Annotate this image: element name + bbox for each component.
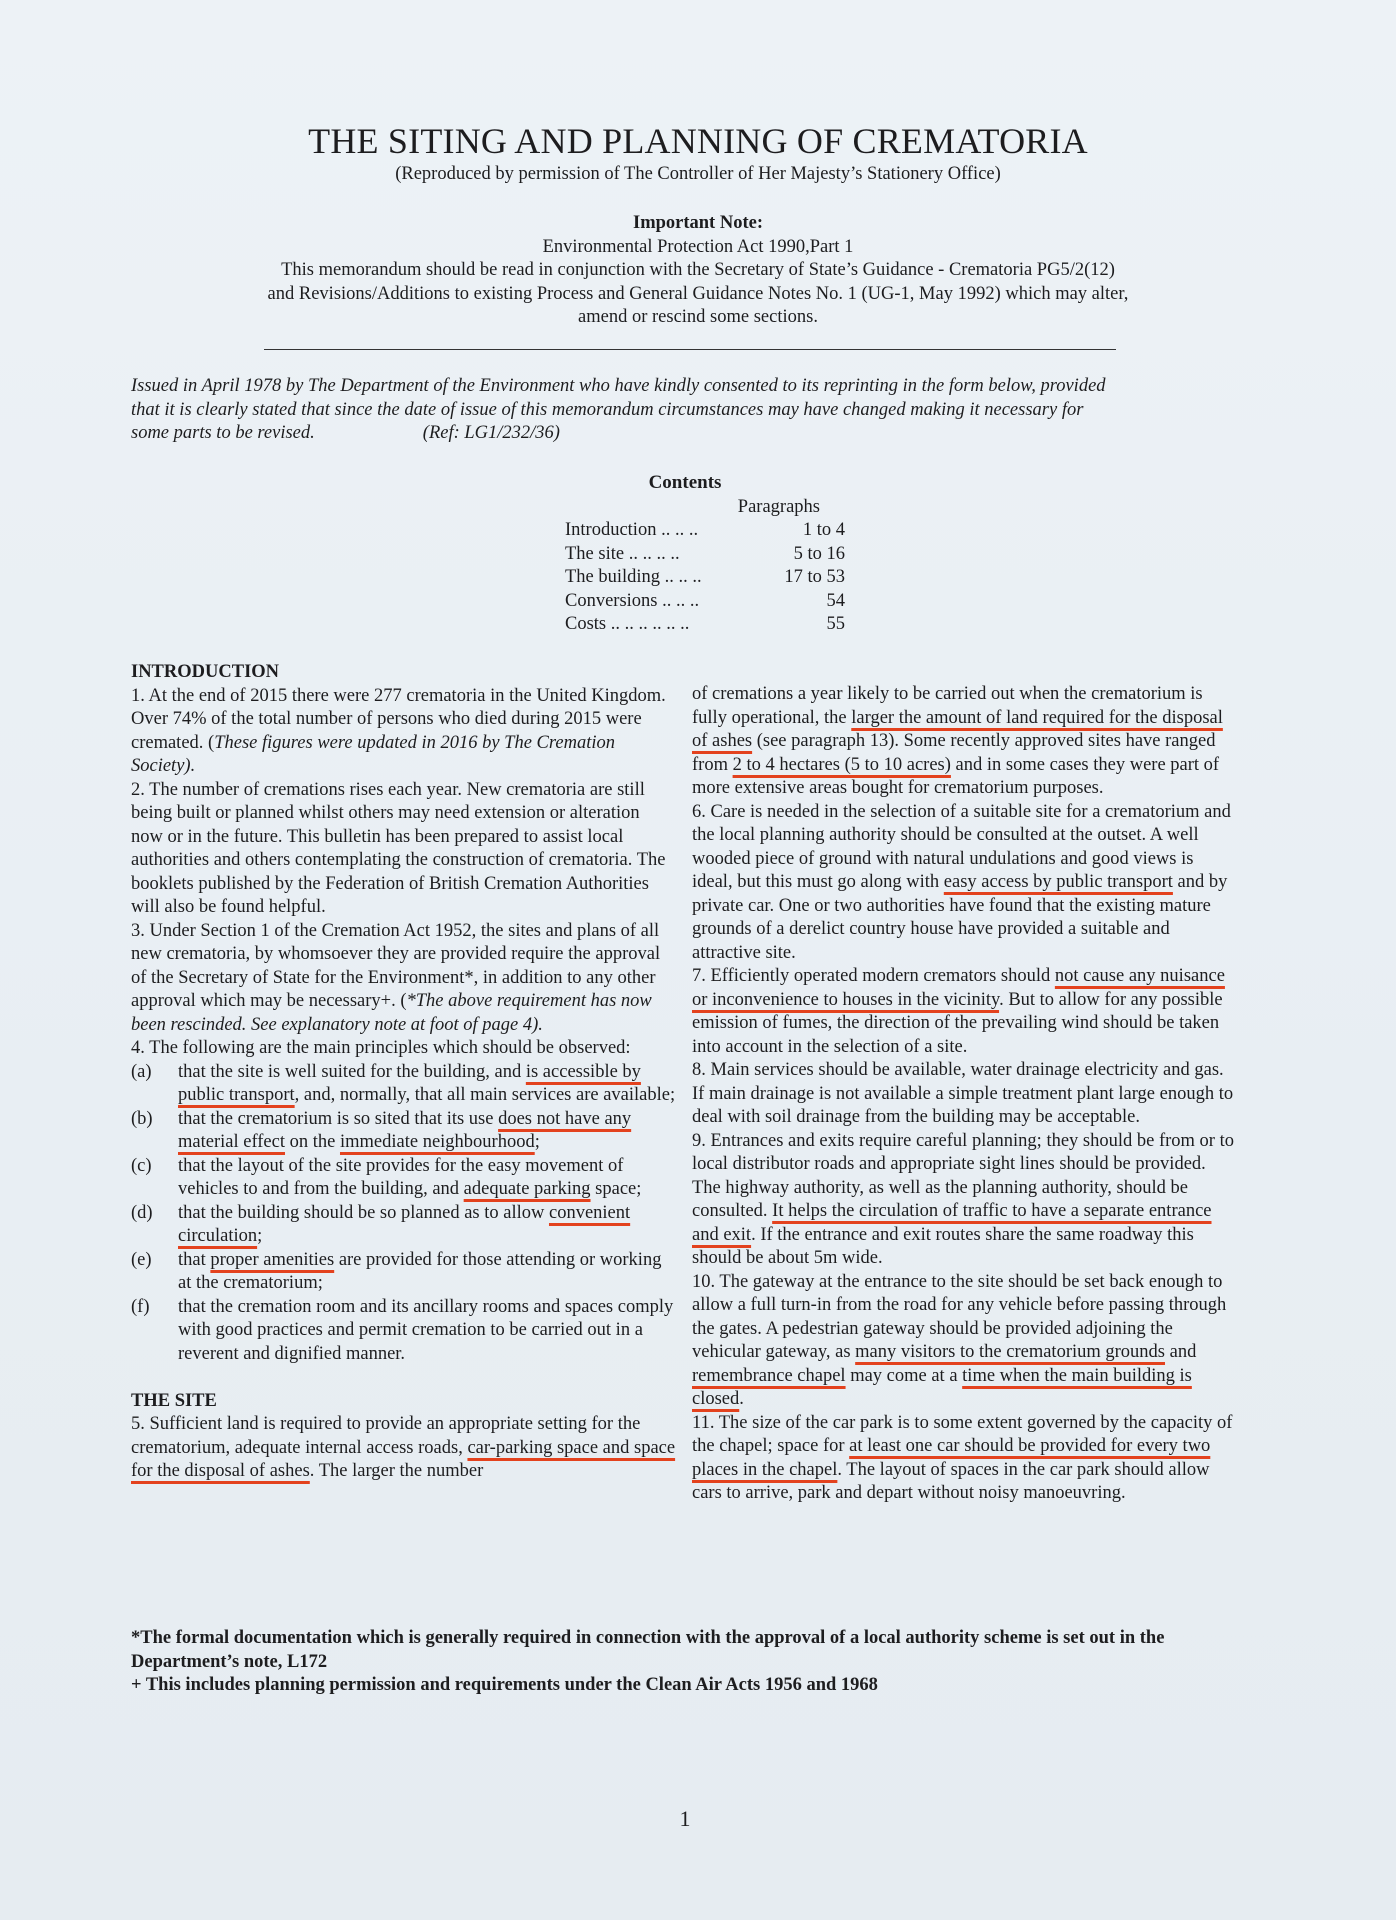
issued-line xyxy=(131,422,1261,446)
contents-value: 55 xyxy=(826,614,845,634)
underline-annotation: adequate parking xyxy=(463,1179,591,1199)
contents-label: Costs .. .. .. .. .. .. xyxy=(565,614,690,634)
contents-label: Introduction .. .. .. xyxy=(565,520,699,540)
important-note-heading: Important Note: xyxy=(633,213,763,233)
paragraph-8: 8. Main services should be available, water drainage electricity and gas. If main drainage is not available a simple treatment plant large enough to deal with soil drainage from the building may be acceptable. xyxy=(692,1060,1234,1127)
contents-value: 1 to 4 xyxy=(802,520,845,540)
underline-annotation: 2 to 4 hectares (5 to 10 acres) xyxy=(732,754,951,775)
contents-label: Conversions .. .. .. xyxy=(565,590,700,611)
underline-annotation: easy access by public transport xyxy=(943,872,1173,892)
list-label: (b) xyxy=(131,1108,153,1129)
issued-statement xyxy=(131,375,1261,446)
underline-annotation: remembrance chapel xyxy=(692,1365,846,1386)
contents-row xyxy=(565,519,845,543)
principle-e: (e) that proper amenities are provided for those attending or working at the crematorium; xyxy=(131,1249,676,1296)
paragraph-5-continued: of cremations a year likely to be carried out when the crematorium is fully operational, the larger the amount of land required for the disposal of ashes (see paragraph 13). Some recently approved sites have ranged from 2 to 4 hectares (5 to 10 acres) and in some cases they were part of more extensive areas bought for crematorium purposes. xyxy=(692,684,1223,798)
underline-annotation: does not have any material effect xyxy=(178,1108,632,1152)
underline-annotation: larger the amount of land required for the disposal of ashes xyxy=(692,707,1223,751)
contents-table xyxy=(565,496,845,637)
paragraph-1: 1. At the end of 2015 there were 277 crematoria in the United Kingdom. Over 74% of the total number of persons who died during 2015 were cremated. (These figures were updated in 2016 by The Cremation Society). xyxy=(131,685,666,776)
list-label: (e) xyxy=(131,1249,152,1270)
important-note xyxy=(150,212,1246,330)
list-label: (f) xyxy=(131,1296,150,1317)
paragraph-5: 5. Sufficient land is required to provide an appropriate setting for the crematorium, adequate internal access roads, car-parking space and space for the disposal of ashes. The larger the number xyxy=(131,1414,676,1481)
contents-column-header: Paragraphs xyxy=(737,497,820,517)
principle-b: (b) that the crematorium is so sited that its use does not have any material effect on the immediate neighbourhood; xyxy=(131,1108,676,1155)
principle-a: (a) that the site is well suited for the building, and is accessible by public transport, and, normally, that all main services are available; xyxy=(131,1061,676,1108)
underline-annotation: at least one car should be provided for every two places in the chapel xyxy=(692,1436,1211,1480)
underline-annotation: is accessible by public transport xyxy=(178,1061,641,1105)
page-number: 1 xyxy=(679,1806,691,1831)
underline-annotation: not cause any nuisance or inconvenience to houses in the vicinity xyxy=(692,966,1225,1010)
principle-f: (f) that the cremation room and its ancillary rooms and spaces comply with good practices and permit cremation to be carried out in a reverent and dignified manner. xyxy=(131,1296,676,1367)
issued-text: some parts to be revised. xyxy=(131,423,315,443)
left-column xyxy=(131,661,676,1484)
underline-annotation: convenient circulation xyxy=(178,1202,631,1246)
underline-annotation: time when the main building is closed xyxy=(692,1365,1192,1409)
footnotes xyxy=(131,1627,1241,1698)
paragraph-11: 11. The size of the car park is to some extent governed by the capacity of the chapel; space for at least one car should be provided for every two places in the chapel. The layout of spaces in the car park should allow cars to arrive, park and depart without noisy manoeuvring. xyxy=(692,1412,1233,1503)
contents-value: 17 to 53 xyxy=(784,567,845,587)
horizontal-divider xyxy=(264,349,1116,350)
underline-annotation: many visitors to the crematorium grounds xyxy=(855,1342,1165,1362)
underline-annotation: car-parking space and space for the disposal of ashes xyxy=(131,1437,676,1481)
contents-row xyxy=(565,566,845,590)
important-note-line: amend or rescind some sections. xyxy=(578,307,818,327)
paragraph-9: 9. Entrances and exits require careful planning; they should be from or to local distributor roads and appropriate sight lines should be provided. The highway authority, as well as the planning authority, should be consulted. It helps the circulation of traffic to have a separate entrance and exit. If the entrance and exit routes share the same roadway this should be about 5m wide. xyxy=(692,1130,1234,1268)
list-label: (d) xyxy=(131,1202,153,1223)
important-note-line: Environmental Protection Act 1990,Part 1 xyxy=(542,236,854,257)
underline-annotation: It helps the circulation of traffic to have a separate entrance and exit xyxy=(692,1201,1212,1245)
paragraph-3: 3. Under Section 1 of the Cremation Act 1952, the sites and plans of all new crematoria, by whomsoever they are provided require the approval of the Secretary of State for the Environment*, in addition to any other approval which may be necessary+. (*The above requirement has now been rescinded. See explanatory note at foot of page 4). xyxy=(131,920,661,1035)
underline-annotation: proper amenities xyxy=(210,1249,335,1270)
section-heading-site: THE SITE xyxy=(131,1390,217,1411)
paragraph-4: 4. The following are the main principles which should be observed: xyxy=(131,1038,631,1058)
underline-annotation: immediate neighbourhood xyxy=(339,1132,535,1152)
important-note-line: and Revisions/Additions to existing Process and General Guidance Notes No. 1 (UG-1, May 1992) which may alter, xyxy=(267,283,1129,304)
paragraph-7: 7. Efficiently operated modern cremators should not cause any nuisance or inconvenience to houses in the vicinity. But to allow for any possible emission of fumes, the direction of the prevailing wind should be taken into account in the selection of a site. xyxy=(692,966,1225,1057)
principle-d: (d) that the building should be so planned as to allow convenient circulation; xyxy=(131,1202,676,1249)
contents-value: 5 to 16 xyxy=(793,543,845,564)
page-subtitle: (Reproduced by permission of The Controller of Her Majesty’s Stationery Office) xyxy=(395,164,1001,184)
contents-row xyxy=(565,543,845,567)
paragraph-10: 10. The gateway at the entrance to the site should be set back enough to allow a full turn-in from the road for any vehicle before passing through the gates. A pedestrian gateway should be provided adjoining the vehicular gateway, as many visitors to the crematorium grounds and remembrance chapel may come at a time when the main building is closed. xyxy=(692,1271,1227,1409)
paragraph-6: 6. Care is needed in the selection of a suitable site for a crematorium and the local planning authority should be consulted at the outset. A well wooded piece of ground with natural undulations and good views is ideal, but this must go along with easy access by public transport and by private car. One or two authorities have found that the existing mature grounds of a derelict country house have provided a suitable and attractive site. xyxy=(692,801,1231,963)
important-note-line: This memorandum should be read in conjunction with the Secretary of State’s Guidance - Crematoria PG5/2(12) xyxy=(281,260,1115,280)
footnote-star: *The formal documentation which is generally required in connection with the approval of a local authority scheme is set out in the Department’s note, L172 xyxy=(131,1628,1165,1672)
principle-c: (c) that the layout of the site provides for the easy movement of vehicles to and from the building, and adequate parking space; xyxy=(131,1155,676,1202)
paragraph-2: 2. The number of cremations rises each year. New crematoria are still being built or planned whilst others may need extension or alteration now or in the future. This bulletin has been prepared to assist local authorities and others contemplating the construction of crematoria. The booklets published by the Federation of British Cremation Authorities will also be found helpful. xyxy=(131,779,666,917)
footnote-plus: + This includes planning permission and requirements under the Clean Air Acts 1956 and 1968 xyxy=(131,1675,878,1695)
contents-label: The building .. .. .. xyxy=(565,567,702,587)
list-label: (c) xyxy=(131,1155,152,1176)
list-label: (a) xyxy=(131,1061,152,1082)
issued-line: that it is clearly stated that since the date of issue of this memorandum circumstances may have changed making it necessary for xyxy=(131,399,1084,420)
contents-row xyxy=(565,590,845,614)
right-column xyxy=(692,683,1237,1506)
contents-row xyxy=(565,613,845,637)
issued-line: Issued in April 1978 by The Department of the Environment who have kindly consented to its reprinting in the form below, provided xyxy=(131,376,1106,396)
contents-label: The site .. .. .. .. xyxy=(565,543,680,564)
section-heading-introduction: INTRODUCTION xyxy=(131,662,280,682)
page-title: THE SITING AND PLANNING OF CREMATORIA xyxy=(308,121,1088,161)
contents-value: 54 xyxy=(826,590,845,611)
contents-title: Contents xyxy=(648,472,722,493)
issued-ref: (Ref: LG1/232/36) xyxy=(422,423,560,443)
